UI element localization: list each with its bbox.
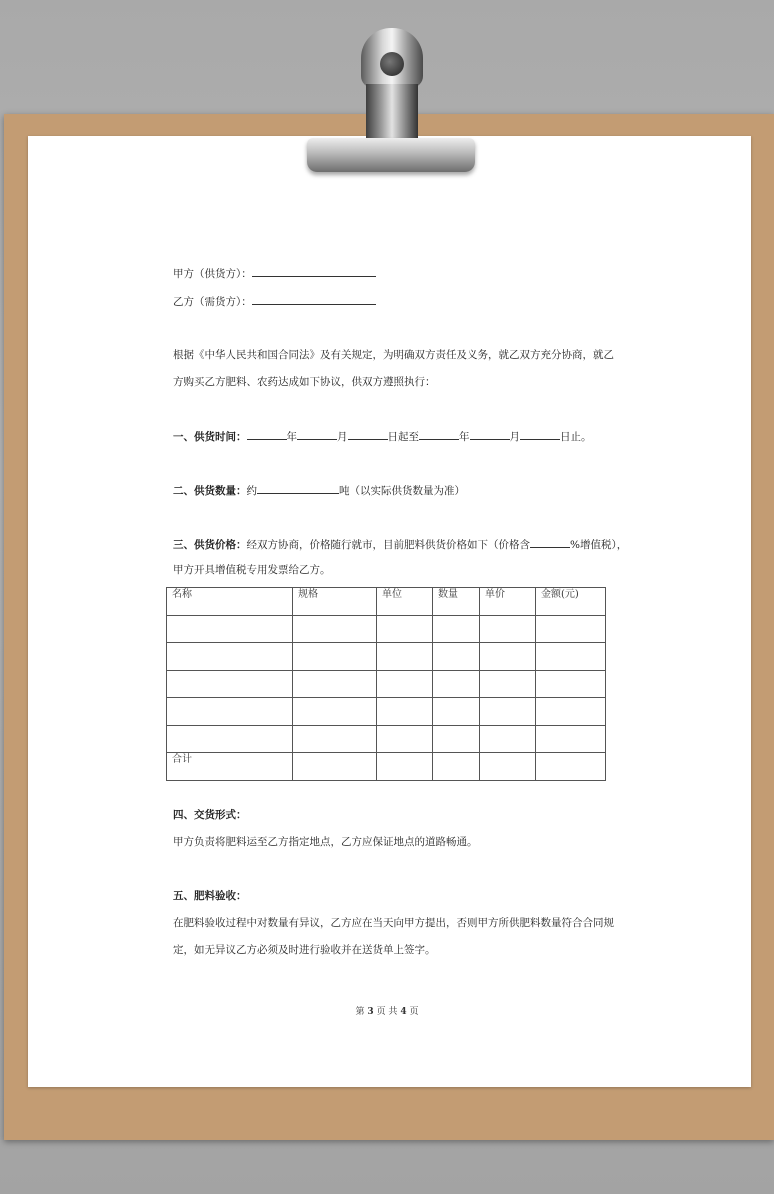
table-cell[interactable] xyxy=(167,643,293,671)
table-cell[interactable] xyxy=(480,725,536,753)
delivery-title: 四、交货形式： xyxy=(173,809,247,821)
table-cell[interactable] xyxy=(377,615,433,643)
table-cell[interactable] xyxy=(293,753,377,781)
table-row xyxy=(167,725,606,753)
table-row xyxy=(167,643,606,671)
table-cell[interactable] xyxy=(377,670,433,698)
intro-line-2: 方购买乙方肥料、农药达成如下协议，供双方遵照执行： xyxy=(173,376,436,388)
supply-time-title: 一、供货时间： xyxy=(173,431,247,443)
supply-price-row xyxy=(173,536,627,552)
table-cell[interactable] xyxy=(433,670,480,698)
table-cell[interactable] xyxy=(377,725,433,753)
header-name: 名称 xyxy=(167,588,293,616)
table-total-row xyxy=(167,753,606,781)
table-cell[interactable] xyxy=(167,725,293,753)
table-row xyxy=(167,615,606,643)
table-cell[interactable] xyxy=(377,698,433,726)
vat-rate-blank[interactable] xyxy=(530,536,570,548)
table-cell[interactable] xyxy=(480,643,536,671)
start-year-blank[interactable] xyxy=(247,428,287,440)
table-row xyxy=(167,670,606,698)
year2-label: 年 xyxy=(459,431,470,443)
table-cell[interactable] xyxy=(536,643,606,671)
table-cell[interactable] xyxy=(167,615,293,643)
month2-label: 月 xyxy=(509,431,520,443)
table-cell[interactable] xyxy=(167,698,293,726)
table-cell[interactable] xyxy=(293,698,377,726)
year-label: 年 xyxy=(286,431,297,443)
page-end: 页 xyxy=(409,1007,419,1017)
table-cell[interactable] xyxy=(536,670,606,698)
table-cell[interactable] xyxy=(377,753,433,781)
table-row xyxy=(167,698,606,726)
table-cell[interactable] xyxy=(293,643,377,671)
delivery-text: 甲方负责将肥料运至乙方指定地点，乙方应保证地点的道路畅通。 xyxy=(173,836,478,848)
table-cell[interactable] xyxy=(433,753,480,781)
table-cell[interactable] xyxy=(433,615,480,643)
table-cell[interactable] xyxy=(293,725,377,753)
table-cell[interactable] xyxy=(536,615,606,643)
start-month-blank[interactable] xyxy=(297,428,337,440)
party-a-blank[interactable] xyxy=(252,265,376,277)
end-year-blank[interactable] xyxy=(419,428,459,440)
price-line-2: 甲方开具增值税专用发票给乙方。 xyxy=(173,564,331,576)
price-text-a: 经双方协商，价格随行就市，目前肥料供货价格如下（价格含 xyxy=(246,539,530,551)
party-b-label: 乙方（需货方）： xyxy=(173,296,252,308)
end-month-blank[interactable] xyxy=(470,428,510,440)
header-unit: 单位 xyxy=(377,588,433,616)
table-cell[interactable] xyxy=(433,725,480,753)
table-header-row xyxy=(167,588,606,616)
page-total: 4 xyxy=(400,1007,407,1017)
price-text-b: %增值税）， xyxy=(570,539,628,551)
party-a-label: 甲方（供货方）： xyxy=(173,268,252,280)
total-label: 合计 xyxy=(167,753,293,781)
supply-price-title: 三、供货价格： xyxy=(173,539,247,551)
approx-label: 约 xyxy=(246,485,257,497)
party-b-row xyxy=(173,293,376,309)
table-cell[interactable] xyxy=(293,615,377,643)
header-amount: 金额(元) xyxy=(536,588,606,616)
month-label: 月 xyxy=(337,431,348,443)
end-day-blank[interactable] xyxy=(520,428,560,440)
page-label: 第 xyxy=(355,1007,365,1017)
table-cell[interactable] xyxy=(480,670,536,698)
supply-quantity-row xyxy=(173,482,465,498)
acceptance-line-2: 定，如无异议乙方必须及时进行验收并在送货单上签字。 xyxy=(173,944,436,956)
acceptance-line-1: 在肥料验收过程中对数量有异议，乙方应在当天向甲方提出，否则甲方所供肥料数量符合合同规 xyxy=(173,917,614,929)
price-table xyxy=(166,587,606,781)
table-cell[interactable] xyxy=(377,643,433,671)
header-spec: 规格 xyxy=(293,588,377,616)
table-cell[interactable] xyxy=(536,725,606,753)
day-end-label: 日止。 xyxy=(560,431,592,443)
day-from-label: 日起至 xyxy=(387,431,419,443)
supply-quantity-title: 二、供货数量： xyxy=(173,485,247,497)
party-a-row xyxy=(173,265,376,281)
table-cell[interactable] xyxy=(293,670,377,698)
start-day-blank[interactable] xyxy=(348,428,388,440)
table-cell[interactable] xyxy=(167,670,293,698)
table-cell[interactable] xyxy=(536,698,606,726)
quantity-note: 吨（以实际供货数量为准） xyxy=(339,485,465,497)
page-footer xyxy=(0,1004,774,1017)
table-cell[interactable] xyxy=(433,643,480,671)
page-number: 3 xyxy=(367,1007,374,1017)
party-b-blank[interactable] xyxy=(252,293,376,305)
table-cell[interactable] xyxy=(433,698,480,726)
table-cell[interactable] xyxy=(536,753,606,781)
table-cell[interactable] xyxy=(480,615,536,643)
header-quantity: 数量 xyxy=(433,588,480,616)
quantity-blank[interactable] xyxy=(257,482,339,494)
header-unit-price: 单价 xyxy=(480,588,536,616)
table-cell[interactable] xyxy=(480,753,536,781)
page-mid: 页 共 xyxy=(376,1007,398,1017)
table-cell[interactable] xyxy=(480,698,536,726)
acceptance-title: 五、肥料验收： xyxy=(173,890,247,902)
supply-time-row xyxy=(173,428,592,444)
intro-line-1: 根据《中华人民共和国合同法》及有关规定，为明确双方责任及义务，就乙双方充分协商，就乙 xyxy=(173,349,614,361)
